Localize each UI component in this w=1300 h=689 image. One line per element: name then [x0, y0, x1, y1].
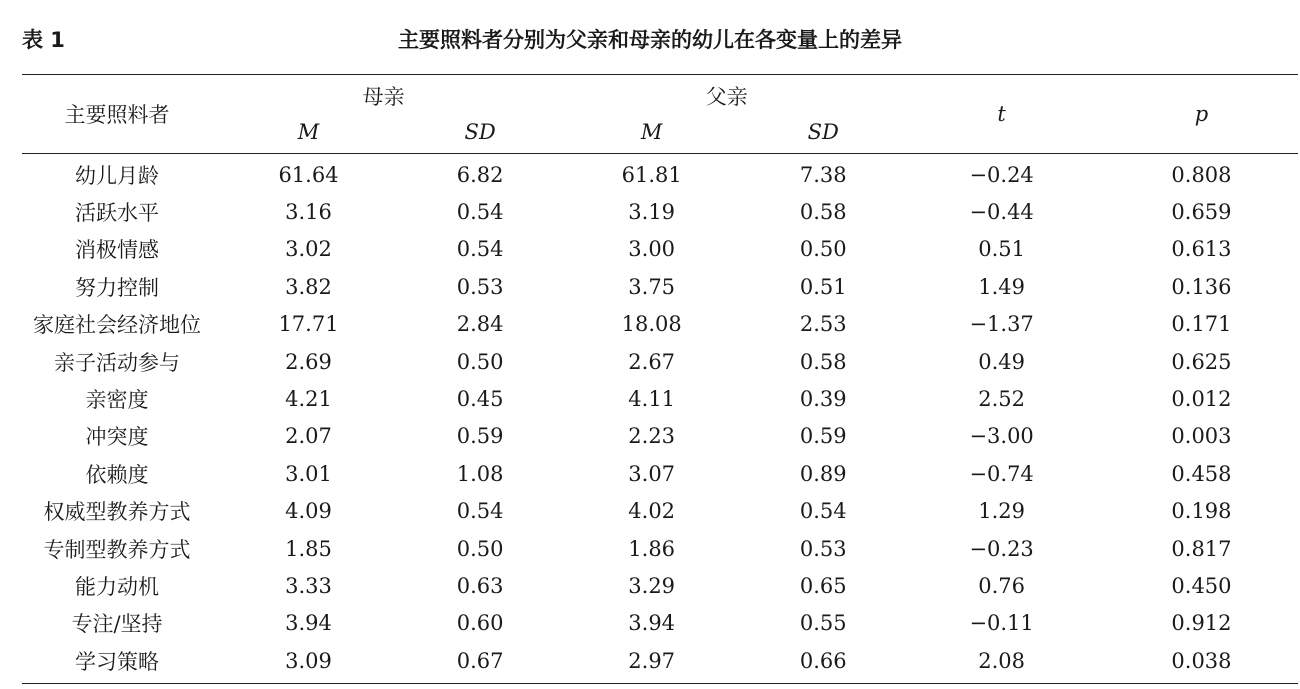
cell-variable: 专制型教养方式	[43, 537, 191, 562]
cell-variable: 冲突度	[85, 425, 149, 450]
cell-father-sd: 0.50	[799, 237, 847, 262]
cell-variable: 家庭社会经济地位	[33, 313, 201, 338]
table-row	[22, 642, 1298, 684]
cell-variable: 权威型教养方式	[43, 500, 191, 525]
cell-father-m: 61.81	[621, 162, 682, 187]
table-row	[22, 306, 1298, 343]
cell-t: 0.51	[978, 237, 1025, 262]
cell-p: 0.012	[1171, 387, 1232, 412]
cell-father-m: 4.02	[628, 499, 676, 524]
cell-t: 2.08	[978, 648, 1025, 673]
cell-variable: 努力控制	[75, 275, 159, 300]
table-row	[22, 530, 1298, 567]
cell-p: 0.458	[1171, 461, 1232, 486]
cell-father-m: 2.97	[628, 648, 676, 673]
cell-father-sd: 0.39	[799, 387, 847, 412]
cell-t: −0.24	[969, 162, 1034, 187]
header-caregiver: 主要照料者	[22, 75, 212, 154]
cell-father-m: 18.08	[621, 312, 682, 337]
header-t: t	[898, 75, 1105, 154]
header-father-sd: SD	[748, 111, 898, 154]
table-row	[22, 455, 1298, 492]
cell-mother-sd: 0.54	[456, 237, 504, 262]
cell-father-m: 2.67	[628, 349, 676, 374]
table-title: 主要照料者分别为父亲和母亲的幼儿在各变量上的差异	[398, 28, 902, 52]
cell-t: −3.00	[969, 424, 1034, 449]
cell-father-sd: 0.53	[799, 536, 847, 561]
cell-t: 1.29	[978, 499, 1025, 524]
cell-mother-m: 3.94	[285, 611, 332, 636]
header-p: p	[1105, 75, 1298, 154]
cell-p: 0.136	[1171, 274, 1232, 299]
header-mother-sd: SD	[405, 111, 555, 154]
table-row	[22, 418, 1298, 455]
cell-father-m: 3.94	[628, 611, 676, 636]
header-group-mother: 母亲	[362, 85, 405, 109]
header-row-groups	[22, 75, 1298, 112]
table-row	[22, 343, 1298, 380]
table-row	[22, 193, 1298, 230]
cell-p: 0.450	[1171, 573, 1232, 598]
cell-t: −0.23	[969, 536, 1034, 561]
table-number: 表 1	[22, 28, 65, 52]
cell-variable: 亲子活动参与	[54, 350, 180, 375]
cell-mother-sd: 0.67	[456, 648, 504, 673]
cell-mother-m: 3.16	[285, 200, 332, 225]
table-row	[22, 493, 1298, 530]
cell-father-sd: 0.89	[799, 461, 847, 486]
cell-father-m: 4.11	[628, 387, 676, 412]
table-row	[22, 567, 1298, 604]
cell-father-m: 3.19	[628, 200, 676, 225]
cell-father-m: 1.86	[628, 536, 676, 561]
cell-mother-m: 3.09	[285, 648, 332, 673]
header-group-father: 父亲	[705, 85, 748, 109]
cell-mother-m: 4.09	[285, 499, 332, 524]
cell-father-m: 3.29	[628, 573, 676, 598]
cell-t: 2.52	[978, 387, 1025, 412]
cell-p: 0.817	[1171, 536, 1232, 561]
cell-mother-m: 3.02	[285, 237, 332, 262]
cell-father-sd: 0.66	[799, 648, 847, 673]
table-body	[22, 154, 1298, 684]
cell-father-sd: 0.58	[799, 200, 847, 225]
cell-father-m: 2.23	[628, 424, 676, 449]
cell-mother-m: 2.69	[285, 349, 332, 374]
cell-p: 0.912	[1171, 611, 1232, 636]
cell-mother-m: 3.01	[285, 461, 332, 486]
cell-mother-sd: 0.54	[456, 499, 504, 524]
cell-mother-sd: 1.08	[456, 461, 504, 486]
cell-father-sd: 0.59	[799, 424, 847, 449]
cell-mother-sd: 2.84	[456, 312, 504, 337]
cell-t: −0.11	[969, 611, 1034, 636]
cell-father-sd: 7.38	[799, 162, 847, 187]
table-header	[22, 75, 1298, 154]
cell-mother-sd: 0.50	[456, 349, 504, 374]
cell-father-sd: 0.51	[799, 274, 847, 299]
cell-variable: 依赖度	[85, 462, 149, 487]
cell-variable: 幼儿月龄	[75, 163, 159, 188]
cell-father-sd: 0.55	[799, 611, 847, 636]
cell-mother-sd: 0.60	[456, 611, 504, 636]
table-caption	[22, 20, 1278, 56]
cell-mother-m: 2.07	[285, 424, 332, 449]
header-father-m: M	[555, 111, 748, 154]
cell-p: 0.003	[1171, 424, 1232, 449]
cell-t: −0.74	[969, 461, 1034, 486]
cell-father-sd: 2.53	[799, 312, 847, 337]
cell-p: 0.171	[1171, 312, 1232, 337]
cell-mother-m: 3.33	[285, 573, 332, 598]
cell-t: −1.37	[969, 312, 1034, 337]
cell-mother-sd: 0.45	[456, 387, 504, 412]
cell-mother-sd: 0.53	[456, 274, 504, 299]
cell-mother-sd: 0.54	[456, 200, 504, 225]
cell-father-sd: 0.65	[799, 573, 847, 598]
cell-p: 0.613	[1171, 237, 1232, 262]
cell-father-m: 3.75	[628, 274, 676, 299]
cell-father-sd: 0.54	[799, 499, 847, 524]
cell-mother-sd: 0.50	[456, 536, 504, 561]
cell-variable: 亲密度	[85, 388, 149, 413]
cell-variable: 专注/坚持	[71, 612, 163, 637]
table-row	[22, 605, 1298, 642]
results-table	[22, 74, 1298, 684]
cell-father-sd: 0.58	[799, 349, 847, 374]
cell-mother-m: 61.64	[278, 162, 339, 187]
cell-variable: 学习策略	[75, 649, 159, 674]
cell-variable: 活跃水平	[75, 201, 159, 226]
cell-mother-m: 4.21	[285, 387, 332, 412]
cell-t: 1.49	[978, 274, 1025, 299]
cell-p: 0.808	[1171, 162, 1232, 187]
cell-p: 0.625	[1171, 349, 1232, 374]
cell-father-m: 3.07	[628, 461, 676, 486]
cell-variable: 能力动机	[75, 574, 159, 599]
table-row	[22, 154, 1298, 194]
cell-p: 0.198	[1171, 499, 1232, 524]
cell-t: 0.76	[978, 573, 1025, 598]
cell-mother-sd: 0.59	[456, 424, 504, 449]
cell-p: 0.038	[1171, 648, 1232, 673]
cell-mother-m: 1.85	[285, 536, 332, 561]
table-row	[22, 268, 1298, 305]
cell-t: −0.44	[969, 200, 1034, 225]
cell-variable: 消极情感	[75, 238, 159, 263]
cell-mother-sd: 6.82	[456, 162, 504, 187]
header-mother-m: M	[212, 111, 405, 154]
table-row	[22, 380, 1298, 417]
cell-mother-m: 17.71	[278, 312, 339, 337]
table-row	[22, 231, 1298, 268]
cell-p: 0.659	[1171, 200, 1232, 225]
cell-father-m: 3.00	[628, 237, 676, 262]
cell-mother-m: 3.82	[285, 274, 332, 299]
cell-mother-sd: 0.63	[456, 573, 504, 598]
cell-t: 0.49	[978, 349, 1025, 374]
